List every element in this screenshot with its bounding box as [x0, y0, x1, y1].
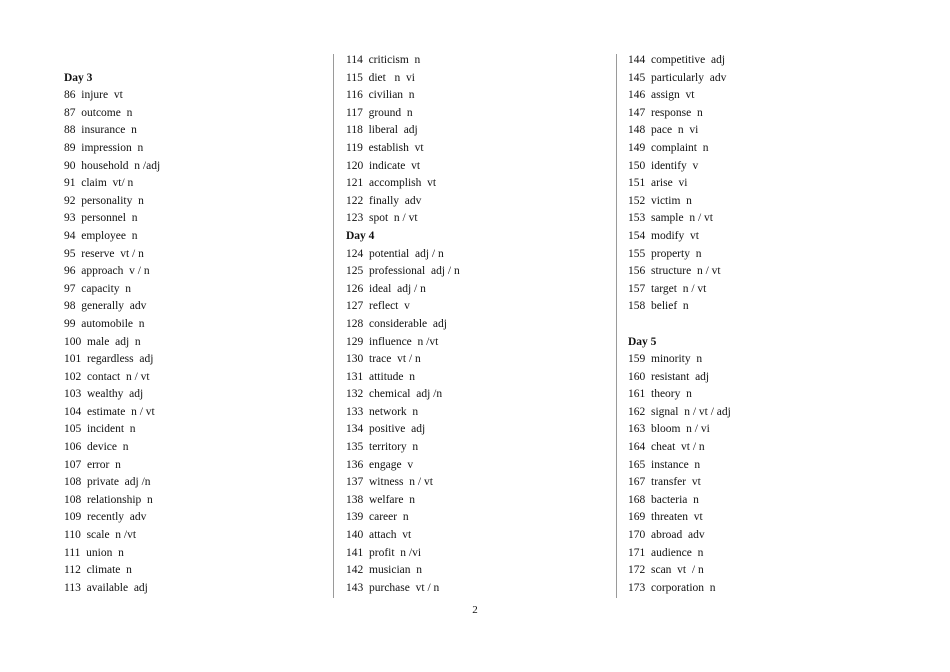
vocab-entry: 116 civilian n — [346, 89, 415, 102]
vocab-entry: 117 ground n — [346, 106, 413, 119]
vocab-entry: 136 engage v — [346, 458, 414, 471]
vocab-entry: 92 personality n — [64, 194, 144, 207]
vocab-entry: 123 spot n / vt — [346, 212, 418, 225]
vocab-entry: 110 scale n /vt — [64, 529, 137, 542]
vocab-entry: 109 recently adv — [64, 511, 147, 524]
vocab-entry: 96 approach v / n — [64, 265, 150, 278]
vocab-entry: 129 influence n /vt — [346, 335, 439, 348]
vocab-entry: 159 minority n — [628, 353, 703, 366]
vocab-entry: 100 male adj n — [64, 335, 141, 348]
vocab-entry: 128 considerable adj — [346, 317, 447, 330]
vocab-entry: 95 reserve vt / n — [64, 247, 144, 260]
vocab-entry: 137 witness n / vt — [346, 476, 433, 489]
vocab-entry: 103 wealthy adj — [64, 388, 144, 401]
blank-line — [64, 52, 324, 70]
vocab-entry: 120 indicate vt — [346, 159, 421, 172]
vocab-entry: 115 diet n vi — [346, 71, 415, 84]
vocab-entry: 118 liberal adj — [346, 124, 418, 137]
vocab-entry: 87 outcome n — [64, 106, 133, 119]
vocab-entry: 161 theory n — [628, 388, 692, 401]
vocab-entry: 164 cheat vt / n — [628, 441, 705, 454]
page-number: 2 — [472, 604, 478, 616]
day-heading: Day 3 — [64, 71, 93, 84]
vocab-entry: 112 climate n — [64, 564, 132, 577]
vocab-entry: 98 generally adv — [64, 300, 147, 313]
vocab-entry: 99 automobile n — [64, 317, 145, 330]
vocab-entry: 153 sample n / vt — [628, 212, 713, 225]
vocab-entry: 105 incident n — [64, 423, 136, 436]
vocab-entry: 122 finally adv — [346, 194, 422, 207]
vocab-entry: 141 profit n /vi — [346, 546, 422, 559]
column-divider-2 — [616, 54, 617, 598]
day-heading: Day 5 — [628, 335, 657, 348]
column-divider-1 — [333, 54, 334, 598]
vocab-entry: 149 complaint n — [628, 141, 709, 154]
vocab-entry: 169 threaten vt — [628, 511, 703, 524]
vocab-entry: 133 network n — [346, 405, 419, 418]
vocab-entry: 107 error n — [64, 458, 121, 471]
vocab-entry: 140 attach vt — [346, 529, 412, 542]
vocab-entry: 156 structure n / vt — [628, 265, 721, 278]
vocab-entry: 104 estimate n / vt — [64, 405, 155, 418]
vocab-entry: 88 insurance n — [64, 124, 137, 137]
vocab-entry: 155 property n — [628, 247, 702, 260]
vocab-entry: 167 transfer vt — [628, 476, 701, 489]
vocab-entry: 154 modify vt — [628, 229, 699, 242]
vocab-column-1 — [64, 52, 324, 597]
vocab-entry: 158 belief n — [628, 300, 689, 313]
vocab-entry: 162 signal n / vt / adj — [628, 405, 731, 418]
blank-line — [628, 316, 888, 334]
vocab-entry: 124 potential adj / n — [346, 247, 444, 260]
vocab-entry: 145 particularly adv — [628, 71, 727, 84]
vocab-entry: 151 arise vi — [628, 177, 688, 190]
vocab-entry: 135 territory n — [346, 441, 419, 454]
vocab-entry: 144 competitive adj — [628, 54, 726, 66]
vocab-entry: 89 impression n — [64, 141, 144, 154]
vocab-entry: 173 corporation n — [628, 581, 716, 594]
vocab-entry: 165 instance n — [628, 458, 701, 471]
vocab-entry: 121 accomplish vt — [346, 177, 437, 190]
vocab-column-2 — [346, 52, 606, 597]
vocab-entry: 108 private adj /n — [64, 476, 151, 489]
vocab-entry: 91 claim vt/ n — [64, 177, 134, 190]
vocab-entry: 94 employee n — [64, 229, 138, 242]
vocab-entry: 148 pace n vi — [628, 124, 699, 137]
vocab-column-3 — [628, 52, 888, 597]
vocab-entry: 90 household n /adj — [64, 159, 161, 172]
vocab-entry: 142 musician n — [346, 564, 423, 577]
vocab-entry: 152 victim n — [628, 194, 692, 207]
vocab-entry: 138 welfare n — [346, 493, 415, 506]
vocab-entry: 111 union n — [64, 546, 124, 559]
vocab-entry: 126 ideal adj / n — [346, 282, 426, 295]
vocab-entry: 102 contact n / vt — [64, 370, 150, 383]
vocab-entry: 170 abroad adv — [628, 529, 705, 542]
vocab-entry: 163 bloom n / vi — [628, 423, 710, 436]
vocab-entry: 119 establish vt — [346, 141, 424, 154]
vocab-entry: 106 device n — [64, 441, 129, 454]
vocab-entry: 160 resistant adj — [628, 370, 710, 383]
vocab-entry: 134 positive adj — [346, 423, 426, 436]
vocab-entry: 172 scan vt / n — [628, 564, 704, 577]
vocab-entry: 131 attitude n — [346, 370, 415, 383]
vocab-entry: 113 available adj — [64, 581, 148, 594]
vocab-entry: 130 trace vt / n — [346, 353, 421, 366]
day-heading: Day 4 — [346, 229, 375, 242]
vocab-entry: 108 relationship n — [64, 493, 153, 506]
vocab-entry: 146 assign vt — [628, 89, 695, 102]
vocab-entry: 101 regardless adj — [64, 353, 154, 366]
vocab-entry: 147 response n — [628, 106, 703, 119]
vocab-entry: 127 reflect v — [346, 300, 410, 313]
vocab-entry: 97 capacity n — [64, 282, 132, 295]
vocab-entry: 125 professional adj / n — [346, 265, 460, 278]
vocab-entry: 143 purchase vt / n — [346, 581, 440, 594]
vocab-entry: 150 identify v — [628, 159, 699, 172]
vocab-entry: 157 target n / vt — [628, 282, 707, 295]
vocab-entry: 93 personnel n — [64, 212, 138, 225]
vocab-entry: 132 chemical adj /n — [346, 388, 443, 401]
vocab-entry: 114 criticism n — [346, 54, 421, 66]
vocab-entry: 139 career n — [346, 511, 409, 524]
vocab-entry: 171 audience n — [628, 546, 704, 559]
vocab-entry: 86 injure vt — [64, 89, 123, 102]
vocab-entry: 168 bacteria n — [628, 493, 699, 506]
